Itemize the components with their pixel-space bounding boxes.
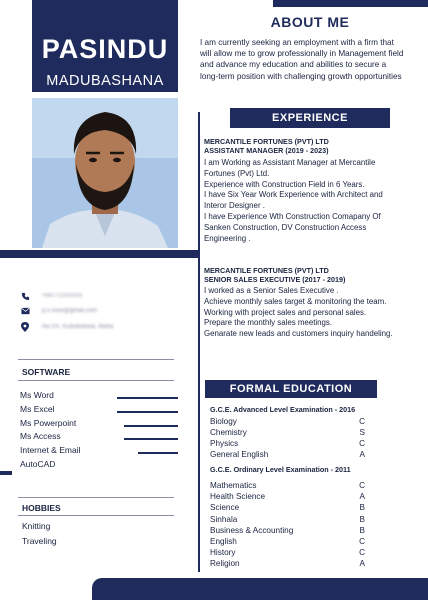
contact-phone bbox=[20, 289, 82, 303]
job-title: ASSISTANT MANAGER (2019 - 2023) bbox=[204, 146, 329, 155]
job-entry bbox=[204, 137, 404, 244]
last-name: MADUBASHANA bbox=[46, 73, 164, 89]
phone-icon bbox=[20, 291, 30, 301]
ol-title: G.C.E. Ordinary Level Examination - 2011 bbox=[210, 465, 351, 474]
job-company: MERCANTILE FORTUNES (PVT) LTD bbox=[204, 137, 329, 146]
skill-row bbox=[20, 459, 180, 472]
left-bottom-accent bbox=[0, 471, 12, 475]
hobbies-divider-bottom bbox=[18, 515, 174, 516]
contact-address bbox=[20, 320, 113, 334]
job-title: SENIOR SALES EXECUTIVE (2017 - 2019) bbox=[204, 275, 346, 284]
subject-row bbox=[210, 559, 365, 569]
subject-grade: S bbox=[359, 428, 365, 437]
top-tab bbox=[273, 0, 428, 7]
skill-level-bar bbox=[117, 397, 178, 399]
subject-name: Physics bbox=[210, 439, 239, 448]
subject-grade: C bbox=[359, 439, 365, 448]
job-detail: I am Working as Assistant Manager at Mercantile Fortunes (Pvt) Ltd. bbox=[204, 158, 376, 178]
job-detail: Achieve monthly sales target & monitoring the team. bbox=[204, 296, 387, 306]
skill-row bbox=[20, 431, 180, 444]
skill-level-bar bbox=[138, 452, 178, 454]
subject-row bbox=[210, 515, 365, 525]
skill-level-bar bbox=[124, 438, 178, 440]
software-divider-top bbox=[18, 359, 174, 360]
skill-level-bar bbox=[117, 411, 178, 413]
skill-row bbox=[20, 404, 180, 417]
subject-name: General English bbox=[210, 450, 269, 459]
subject-grade: C bbox=[359, 548, 365, 558]
subject-grade: B bbox=[359, 525, 365, 535]
column-divider bbox=[198, 112, 200, 572]
experience-heading: EXPERIENCE bbox=[230, 108, 390, 128]
subject-grade: A bbox=[359, 492, 365, 502]
software-heading: SOFTWARE bbox=[22, 367, 71, 377]
skill-row bbox=[20, 445, 180, 458]
first-name: PASINDU bbox=[41, 34, 169, 64]
email-text: p.x.xxxx@gmail.com bbox=[42, 308, 98, 314]
subject-name: Science bbox=[210, 503, 240, 513]
subject-row bbox=[210, 481, 365, 491]
skill-row bbox=[20, 390, 180, 403]
hobbies-heading: HOBBIES bbox=[22, 503, 61, 513]
subject-name: Mathematics bbox=[210, 481, 257, 490]
job-entry bbox=[204, 266, 404, 340]
subject-name: Business & Accounting bbox=[210, 525, 294, 535]
subject-name: Health Science bbox=[210, 492, 266, 502]
left-accent-bar bbox=[0, 250, 200, 258]
subject-grade: A bbox=[359, 559, 365, 569]
job-detail: Genarate new leads and customers inquiry handeling. bbox=[204, 329, 393, 339]
location-pin-icon bbox=[20, 322, 30, 332]
skill-label: Ms Excel bbox=[20, 403, 55, 414]
skill-label: Ms Word bbox=[20, 390, 54, 400]
skill-label: Ms Access bbox=[20, 431, 61, 442]
subject-row bbox=[210, 450, 365, 460]
subject-grade: C bbox=[359, 537, 365, 546]
software-divider-bottom bbox=[18, 380, 174, 381]
skill-label: AutoCAD bbox=[20, 459, 56, 469]
hobby-item: Knitting bbox=[22, 521, 51, 531]
skill-level-bar bbox=[124, 425, 178, 427]
subject-name: Chemistry bbox=[210, 428, 247, 437]
education-heading: FORMAL EDUCATION bbox=[205, 380, 377, 398]
hobby-item: Traveling bbox=[22, 536, 57, 546]
subject-name: Biology bbox=[210, 417, 237, 426]
skill-label: Internet & Email bbox=[20, 445, 81, 456]
al-title: G.C.E. Advanced Level Examination - 2016 bbox=[210, 405, 356, 414]
address-text: No.XX, Kubukwewa, Maha bbox=[42, 324, 114, 330]
subject-name: Sinhala bbox=[210, 514, 238, 524]
about-heading: ABOUT ME bbox=[270, 14, 350, 30]
skill-label: Ms Powerpoint bbox=[20, 417, 77, 428]
subject-row bbox=[210, 503, 365, 513]
subject-row bbox=[210, 439, 365, 449]
contact-email bbox=[20, 304, 97, 318]
subject-name: English bbox=[210, 537, 237, 546]
bottom-accent-bar bbox=[92, 578, 428, 600]
subject-name: History bbox=[210, 548, 236, 558]
subject-row bbox=[210, 537, 365, 547]
job-detail: Working with project sales and personal sales. bbox=[204, 307, 367, 317]
subject-grade: C bbox=[359, 481, 365, 490]
portrait-image bbox=[32, 98, 178, 248]
job-detail: I have Six Year Work Experience with Architect and Interor Designer . bbox=[204, 190, 383, 211]
subject-row bbox=[210, 492, 365, 502]
subject-name: Religion bbox=[210, 559, 240, 569]
job-detail: Prepare the monthly sales meetings. bbox=[204, 318, 333, 328]
name-block bbox=[32, 0, 178, 92]
subject-row bbox=[210, 428, 365, 438]
job-company: MERCANTILE FORTUNES (PVT) LTD bbox=[204, 266, 329, 275]
subject-grade: B bbox=[359, 503, 365, 513]
job-detail: I have Experience Wth Construction Comapany Of Sanken Construction, DV Construction Access Engineering . bbox=[204, 211, 381, 243]
phone-text: +94771XXXXX bbox=[42, 293, 83, 299]
mail-icon bbox=[20, 306, 30, 316]
subject-row bbox=[210, 548, 365, 558]
job-detail: I worked as a Senior Sales Executive . bbox=[204, 286, 339, 295]
hobbies-divider-top bbox=[18, 497, 174, 498]
skill-row bbox=[20, 418, 180, 431]
subject-grade: A bbox=[359, 450, 365, 459]
subject-grade: C bbox=[359, 417, 365, 426]
about-text: I am currently seeking an employment with a firm that will allow me to grow professionally in Management field and advance my education and abilities to secure a long-term position with challenging growth opportunities bbox=[200, 38, 404, 81]
subject-grade: B bbox=[359, 514, 365, 524]
subject-row bbox=[210, 526, 365, 536]
subject-row bbox=[210, 417, 365, 427]
job-detail: Experience with Construction Field in 6 Years. bbox=[204, 179, 365, 189]
profile-photo bbox=[32, 98, 178, 248]
